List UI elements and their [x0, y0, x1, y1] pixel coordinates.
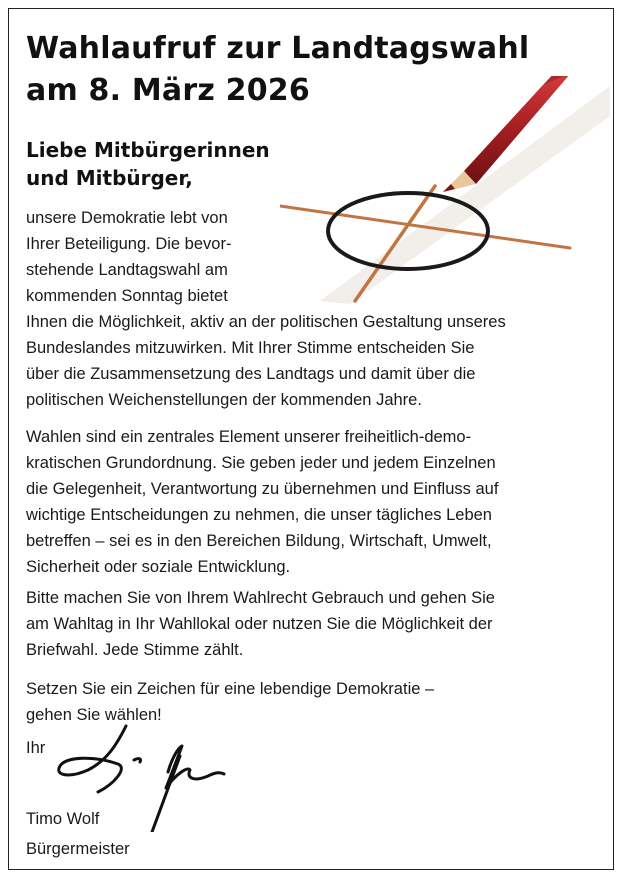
greeting-line-1: Liebe Mitbürgerinnen [26, 138, 270, 162]
title-line-1: Wahlaufruf zur Landtagswahl [26, 31, 530, 66]
paragraph-2 [26, 424, 498, 580]
text-line: stehende Landtagswahl am [26, 261, 228, 279]
text-line: unsere Demokratie lebt von [26, 209, 228, 227]
text-line: Briefwahl. Jede Stimme zählt. [26, 641, 244, 659]
text-line: Bundeslandes mitzuwirken. Mit Ihrer Stimme entscheiden Sie [26, 339, 475, 357]
signer-role: Bürgermeister [26, 840, 130, 858]
title-line-2: am 8. März 2026 [26, 73, 310, 108]
text-line: über die Zusammensetzung des Landtags und damit über die [26, 365, 476, 383]
text-line: Ihrer Beteiligung. Die bevor- [26, 235, 232, 253]
greeting [26, 136, 270, 192]
text-line: wichtige Entscheidungen zu nehmen, die unser tägliches Leben [26, 506, 492, 524]
text-line: kommenden Sonntag bietet [26, 287, 228, 305]
text-line: politischen Weichenstellungen der kommenden Jahre. [26, 391, 422, 409]
text-line: Wahlen sind ein zentrales Element unserer freiheitlich-demo- [26, 428, 472, 446]
text-line: Bitte machen Sie von Ihrem Wahlrecht Gebrauch und gehen Sie [26, 589, 495, 607]
greeting-line-2: und Mitbürger, [26, 166, 193, 190]
text-line: Sicherheit oder soziale Entwicklung. [26, 558, 291, 576]
text-line: Ihnen die Möglichkeit, aktiv an der politischen Gestaltung unseres [26, 313, 506, 331]
signer-name: Timo Wolf [26, 810, 100, 828]
text-line: gehen Sie wählen! [26, 706, 162, 724]
text-line: Setzen Sie ein Zeichen für eine lebendige Demokratie – [26, 680, 435, 698]
paragraph-3 [26, 585, 495, 663]
paragraph-1 [26, 205, 506, 413]
text-line: am Wahltag in Ihr Wahllokal oder nutzen Sie die Möglichkeit der [26, 615, 493, 633]
text-line: kratischen Grundordnung. Sie geben jeder und jedem Einzelnen [26, 454, 496, 472]
text-line: betreffen – sei es in den Bereichen Bildung, Wirtschaft, Umwelt, [26, 532, 492, 550]
closing-word: Ihr [26, 739, 46, 757]
text-line: die Gelegenheit, Verantwortung zu übernehmen und Einfluss auf [26, 480, 499, 498]
